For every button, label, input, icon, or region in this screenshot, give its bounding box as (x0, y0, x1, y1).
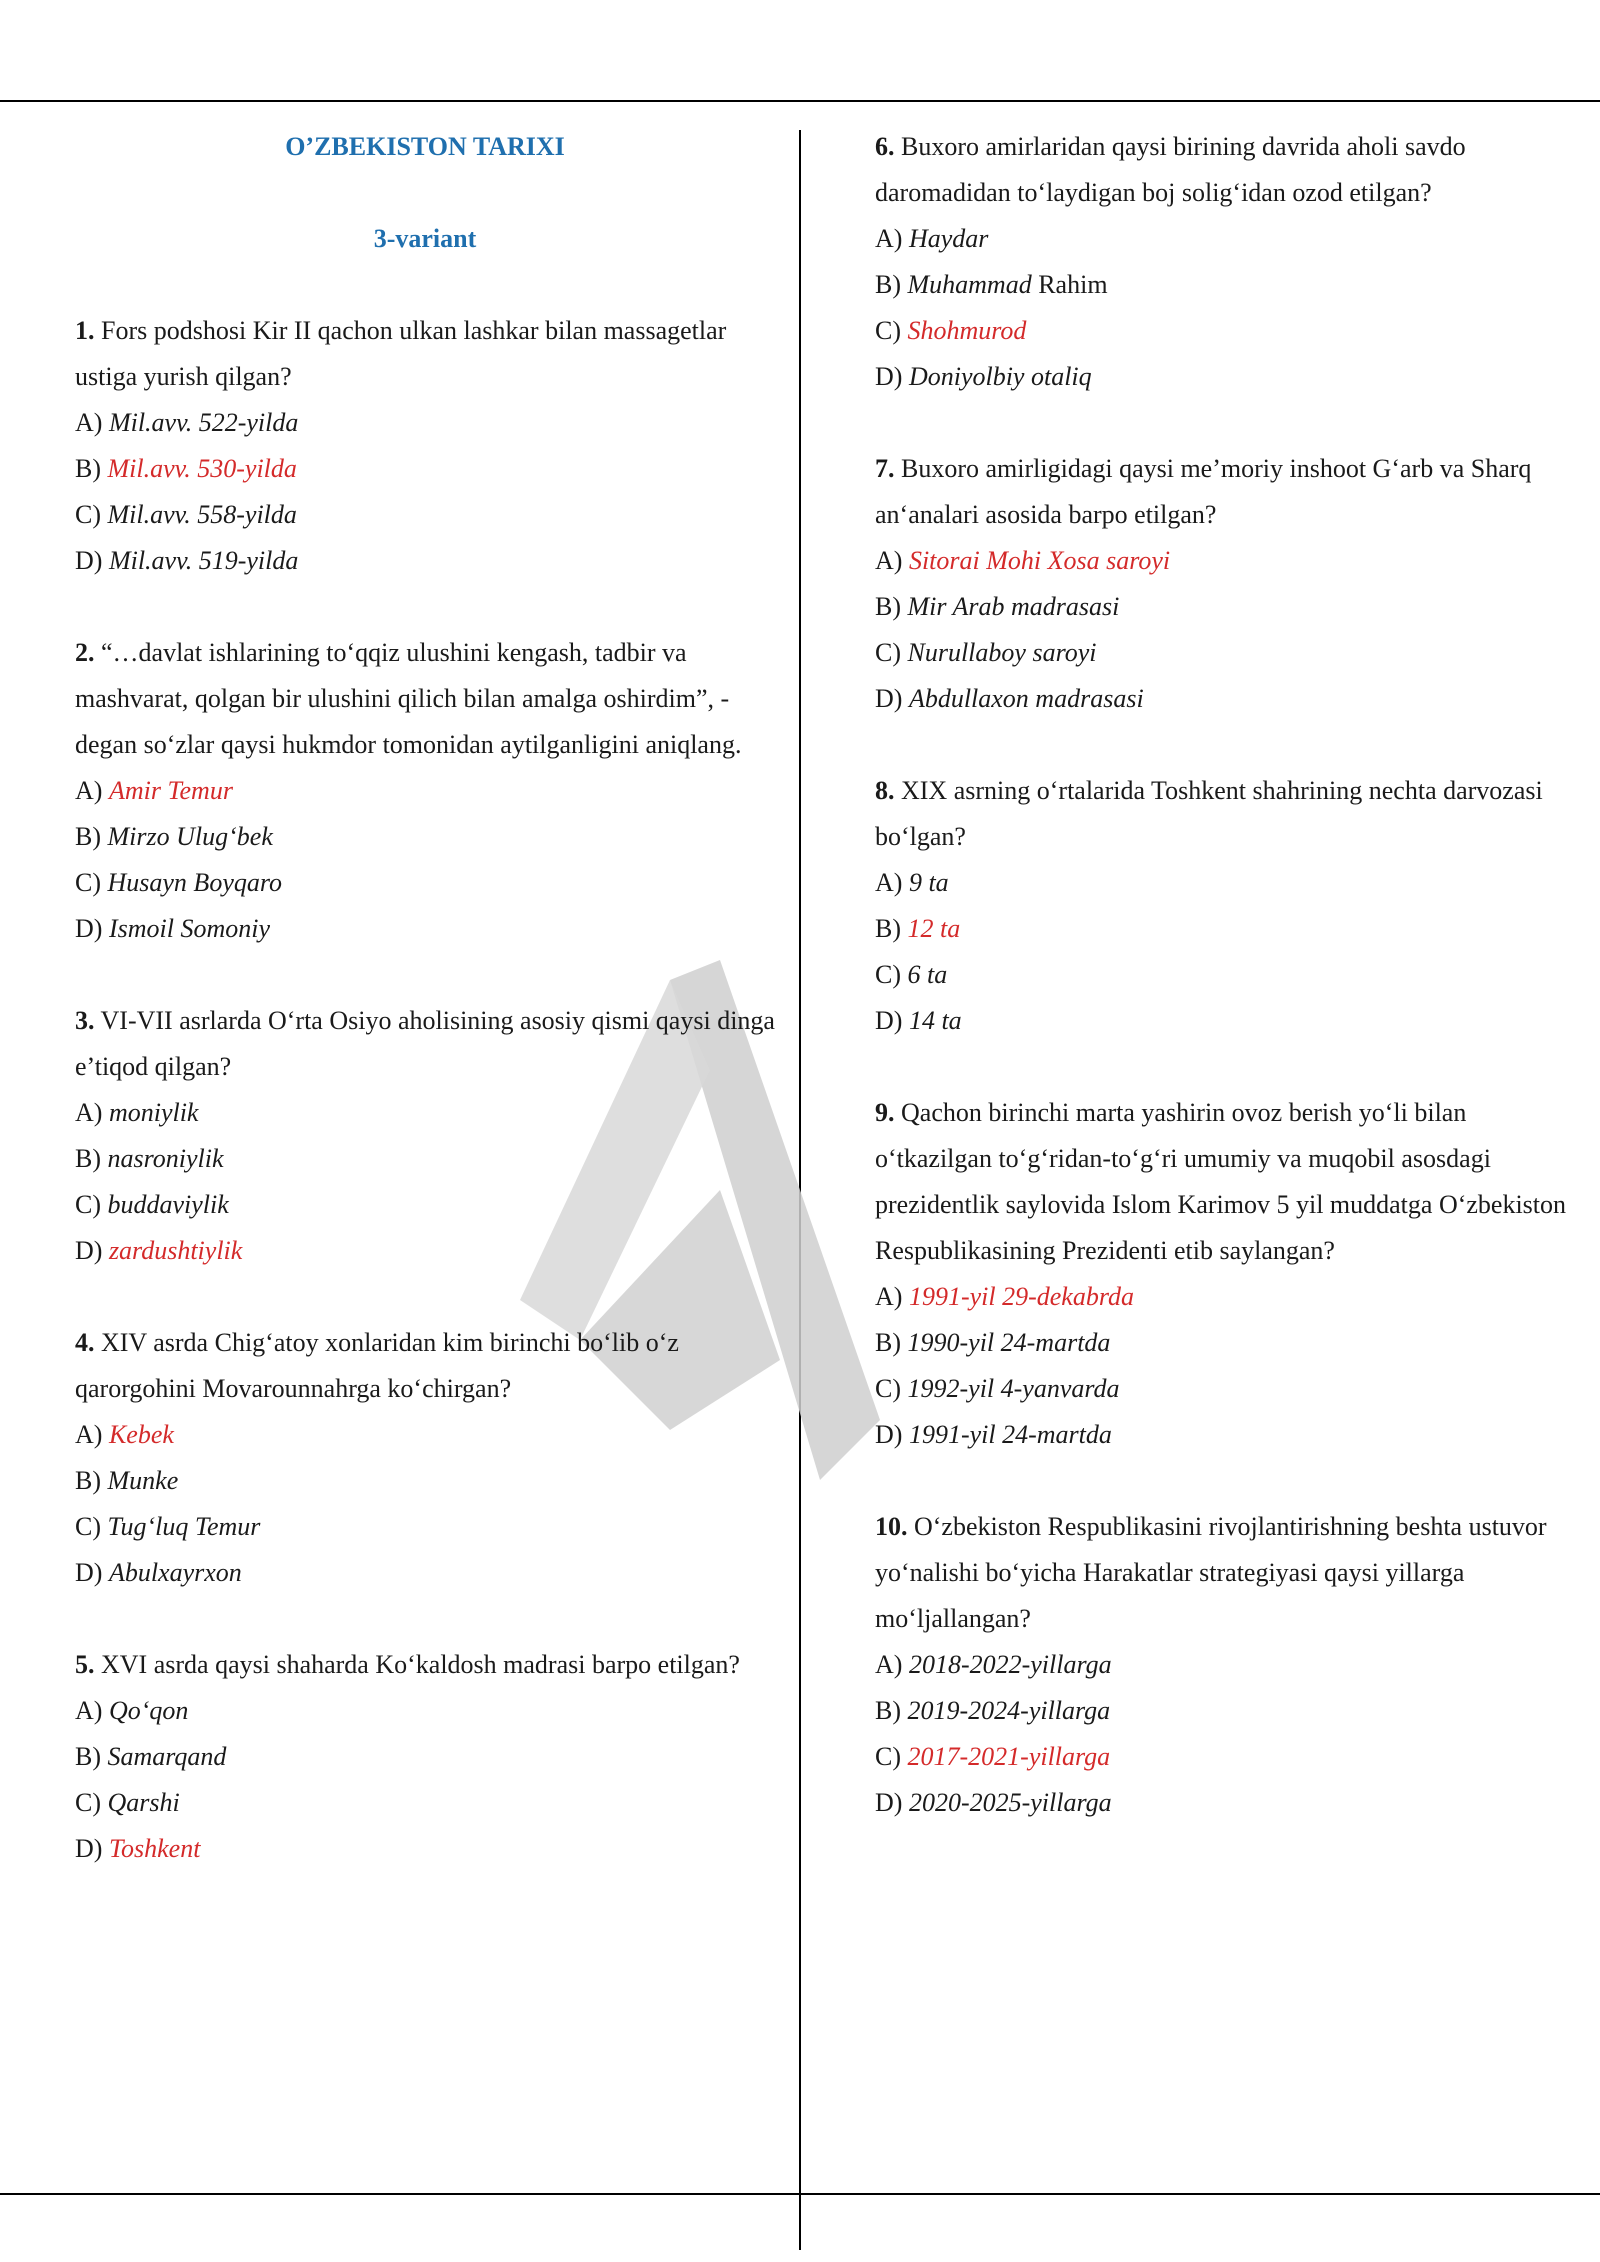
correct-answer-text: Amir Temur (108, 776, 233, 805)
bottom-divider (0, 2193, 1600, 2195)
question-number: 1. (75, 316, 95, 345)
answer-option (75, 1688, 775, 1734)
question-text (875, 124, 1575, 216)
answer-option (75, 1458, 775, 1504)
question-body: Buxoro amirligidagi qaysi me’moriy inshoot G‘arb va Sharq an‘analari asosida barpo etilgan? (875, 454, 1532, 529)
right-question-list (875, 124, 1575, 1826)
question-text (75, 998, 775, 1090)
option-letter: D) (75, 1236, 103, 1265)
option-letter: C) (75, 1788, 101, 1817)
answer-option (75, 1780, 775, 1826)
answer-option (75, 1090, 775, 1136)
answer-option (75, 1228, 775, 1274)
question-text (75, 630, 775, 768)
option-letter: A) (875, 224, 903, 253)
option-letter: C) (875, 1374, 901, 1403)
option-text: Abdullaxon madrasasi (908, 684, 1144, 713)
correct-answer-text: 1991-yil 29-dekabrda (908, 1282, 1134, 1311)
option-letter: A) (875, 1650, 903, 1679)
option-letter: D) (875, 684, 903, 713)
option-text: moniylik (108, 1098, 199, 1127)
question-body: “…davlat ishlarining to‘qqiz ulushini kengash, tadbir va mashvarat, qolgan bir ulushini qilich bilan amalga oshirdim”, - degan so‘zlar qaysi hukmdor tomonidan aytilganligini aniqlang. (75, 638, 742, 759)
answer-option (875, 1642, 1575, 1688)
answer-option (75, 446, 775, 492)
answer-option (875, 906, 1575, 952)
answer-option (875, 308, 1575, 354)
option-letter: C) (75, 868, 101, 897)
option-letter: C) (875, 960, 901, 989)
option-letter: B) (75, 1466, 101, 1495)
answer-option (75, 538, 775, 584)
question-item (75, 1642, 775, 1872)
option-letter: A) (75, 1420, 103, 1449)
subject-title: O’ZBEKISTON TARIXI (285, 132, 565, 161)
answer-option (75, 906, 775, 952)
left-question-list (75, 308, 775, 1872)
variant-title: 3-variant (373, 224, 477, 253)
option-letter: A) (875, 1282, 903, 1311)
option-letter: D) (75, 914, 103, 943)
correct-answer-text: Shohmurod (907, 316, 1027, 345)
question-item (75, 308, 775, 584)
option-letter: B) (875, 1328, 901, 1357)
question-number: 6. (875, 132, 895, 161)
option-text: nasroniylik (107, 1144, 224, 1173)
question-number: 5. (75, 1650, 95, 1679)
correct-answer-text: 12 ta (907, 914, 961, 943)
answer-option (875, 1274, 1575, 1320)
answer-option (75, 860, 775, 906)
option-text: Husayn Boyqaro (107, 868, 283, 897)
answer-option (75, 400, 775, 446)
option-letter: D) (875, 362, 903, 391)
question-text (875, 446, 1575, 538)
correct-answer-text: Sitorai Mohi Xosa saroyi (908, 546, 1171, 575)
option-letter: D) (75, 1558, 103, 1587)
option-letter: A) (75, 776, 103, 805)
correct-answer-text: Kebek (108, 1420, 174, 1449)
question-body: Fors podshosi Kir II qachon ulkan lashkar bilan massagetlar ustiga yurish qilgan? (75, 316, 727, 391)
question-item (875, 1504, 1575, 1826)
option-text: 2019-2024-yillarga (907, 1696, 1111, 1725)
option-letter: D) (75, 1834, 103, 1863)
option-text: Samarqand (107, 1742, 227, 1771)
answer-option (875, 584, 1575, 630)
option-letter: B) (875, 1696, 901, 1725)
option-letter: C) (875, 638, 901, 667)
option-text: 1992-yil 4-yanvarda (907, 1374, 1120, 1403)
option-text: 1990-yil 24-martda (907, 1328, 1111, 1357)
answer-option (875, 676, 1575, 722)
question-item (75, 1320, 775, 1596)
option-letter: C) (875, 316, 901, 345)
option-text: Doniyolbiy otaliq (908, 362, 1092, 391)
correct-answer-text: Toshkent (108, 1834, 201, 1863)
option-letter: B) (75, 1144, 101, 1173)
option-letter: B) (75, 1742, 101, 1771)
option-text: Muhammad (907, 270, 1032, 299)
option-letter: A) (875, 868, 903, 897)
correct-answer-text: zardushtiylik (108, 1236, 243, 1265)
option-letter: B) (75, 454, 101, 483)
answer-option (75, 1182, 775, 1228)
option-text: Nurullaboy saroyi (907, 638, 1097, 667)
answer-option (75, 1550, 775, 1596)
option-text: buddaviylik (107, 1190, 229, 1219)
option-text: Mirzo Ulug‘bek (107, 822, 273, 851)
left-column (75, 124, 775, 1918)
answer-option (75, 1826, 775, 1872)
option-text: 2018-2022-yillarga (908, 1650, 1112, 1679)
question-text (75, 1642, 775, 1688)
option-letter: C) (875, 1742, 901, 1771)
question-number: 8. (875, 776, 895, 805)
answer-option (875, 1780, 1575, 1826)
option-text: 9 ta (908, 868, 949, 897)
option-letter: B) (75, 822, 101, 851)
answer-option (875, 1320, 1575, 1366)
answer-option (875, 538, 1575, 584)
option-text: Mil.avv. 519-yilda (108, 546, 299, 575)
option-text: Mir Arab madrasasi (907, 592, 1120, 621)
question-number: 4. (75, 1328, 95, 1357)
question-body: Qachon birinchi marta yashirin ovoz berish yo‘li bilan o‘tkazilgan to‘g‘ridan-to‘g‘ri umumiy va muqobil asosdagi prezidentlik saylovida Islom Karimov 5 yil muddatga O‘zbekiston Respublikasining Prezidenti etib saylangan? (875, 1098, 1567, 1265)
question-number: 7. (875, 454, 895, 483)
option-text-upright: Rahim (1031, 270, 1108, 299)
answer-option (75, 1734, 775, 1780)
question-item (75, 998, 775, 1274)
question-item (75, 630, 775, 952)
answer-option (75, 492, 775, 538)
option-text: Qarshi (107, 1788, 180, 1817)
option-letter: D) (75, 546, 103, 575)
option-text: Ismoil Somoniy (108, 914, 270, 943)
option-text: Qo‘qon (108, 1696, 189, 1725)
option-letter: A) (75, 1696, 103, 1725)
question-number: 9. (875, 1098, 895, 1127)
option-letter: D) (875, 1006, 903, 1035)
option-text: Mil.avv. 522-yilda (108, 408, 299, 437)
answer-option (875, 630, 1575, 676)
question-item (875, 768, 1575, 1044)
question-item (875, 1090, 1575, 1458)
question-body: VI-VII asrlarda O‘rta Osiyo aholisining asosiy qismi qaysi dinga e’tiqod qilgan? (75, 1006, 775, 1081)
question-body: XIV asrda Chig‘atoy xonlaridan kim birinchi bo‘lib o‘z qarorgohini Movarounnahrga ko‘chirgan? (75, 1328, 679, 1403)
answer-option (875, 262, 1575, 308)
answer-option (875, 354, 1575, 400)
question-body: XVI asrda qaysi shaharda Ko‘kaldosh madrasi barpo etilgan? (101, 1650, 740, 1679)
question-item (875, 446, 1575, 722)
answer-option (75, 1412, 775, 1458)
question-body: Buxoro amirlaridan qaysi birining davrida aholi savdo daromadidan to‘laydigan boj solig‘idan ozod etilgan? (875, 132, 1466, 207)
option-text: Munke (107, 1466, 179, 1495)
option-text: Tug‘luq Temur (107, 1512, 261, 1541)
question-item (875, 124, 1575, 400)
answer-option (875, 952, 1575, 998)
question-text (875, 768, 1575, 860)
option-letter: D) (875, 1420, 903, 1449)
option-text: 1991-yil 24-martda (908, 1420, 1112, 1449)
option-text: 6 ta (907, 960, 948, 989)
right-column (875, 124, 1575, 1872)
answer-option (875, 998, 1575, 1044)
option-letter: B) (875, 914, 901, 943)
question-text (875, 1090, 1575, 1274)
answer-option (875, 860, 1575, 906)
option-letter: A) (75, 408, 103, 437)
question-number: 2. (75, 638, 95, 667)
correct-answer-text: Mil.avv. 530-yilda (107, 454, 297, 483)
question-body: XIX asrning o‘rtalarida Toshkent shahrining nechta darvozasi bo‘lgan? (875, 776, 1543, 851)
option-letter: A) (875, 546, 903, 575)
answer-option (75, 814, 775, 860)
option-letter: C) (75, 1512, 101, 1541)
answer-option (75, 1504, 775, 1550)
top-divider (0, 100, 1600, 102)
option-text: Haydar (908, 224, 989, 253)
answer-option (75, 768, 775, 814)
question-text (75, 308, 775, 400)
option-letter: B) (875, 270, 901, 299)
question-number: 3. (75, 1006, 95, 1035)
answer-option (875, 1688, 1575, 1734)
option-text: 2020-2025-yillarga (908, 1788, 1112, 1817)
question-body: O‘zbekiston Respublikasini rivojlantirishning beshta ustuvor yo‘nalishi bo‘yicha Harakatlar strategiyasi qaysi yillarga mo‘ljallangan? (875, 1512, 1547, 1633)
answer-option (875, 1366, 1575, 1412)
correct-answer-text: 2017-2021-yillarga (907, 1742, 1111, 1771)
answer-option (75, 1136, 775, 1182)
option-letter: C) (75, 1190, 101, 1219)
option-letter: C) (75, 500, 101, 529)
option-letter: A) (75, 1098, 103, 1127)
option-text: Mil.avv. 558-yilda (107, 500, 297, 529)
question-text (75, 1320, 775, 1412)
answer-option (875, 1412, 1575, 1458)
answer-option (875, 1734, 1575, 1780)
question-number: 10. (875, 1512, 908, 1541)
option-text: Abulxayrxon (108, 1558, 242, 1587)
answer-option (875, 216, 1575, 262)
option-text: 14 ta (908, 1006, 962, 1035)
question-text (875, 1504, 1575, 1642)
option-letter: B) (875, 592, 901, 621)
option-letter: D) (875, 1788, 903, 1817)
